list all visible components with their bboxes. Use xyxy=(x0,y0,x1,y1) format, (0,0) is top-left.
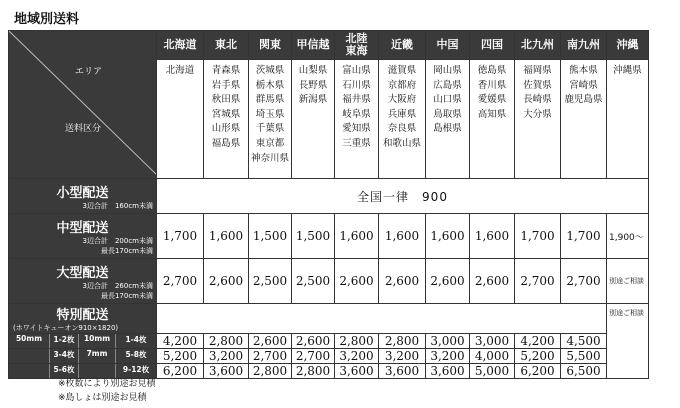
prefecture-list xyxy=(607,60,649,179)
prefecture-name: 広島県 xyxy=(433,79,462,91)
prefecture-name: 京都府 xyxy=(387,79,417,91)
prefecture-name: 鳥取県 xyxy=(433,108,462,120)
prefecture-name: 福井県 xyxy=(342,94,371,106)
prefecture-name: 兵庫県 xyxy=(387,108,417,120)
large-okinawa-note: 別途ご相談 xyxy=(607,259,649,304)
prefecture-name: 滋賀県 xyxy=(387,65,417,76)
medium-price-cell: 1,500 xyxy=(249,214,292,259)
medium-price-cell: 1,700 xyxy=(157,214,204,259)
large-price-cell: 2,700 xyxy=(157,259,204,304)
prefecture-name: 熊本県 xyxy=(569,65,598,76)
prefecture-name: 沖縄県 xyxy=(613,65,642,76)
prefecture-name: 茨城県 xyxy=(255,65,285,76)
special-price-cell: 6,200 xyxy=(157,364,204,379)
category-label: 送料区分 xyxy=(65,124,102,134)
prefecture-name: 島根県 xyxy=(433,123,462,135)
special-price-cell: 3,600 xyxy=(204,364,249,379)
medium-price-cell: 1,600 xyxy=(470,214,515,259)
special-price-cell: 3,600 xyxy=(426,364,470,379)
prefecture-name: 石川県 xyxy=(342,79,371,91)
prefecture-name: 佐賀県 xyxy=(523,79,552,91)
prefecture-list xyxy=(249,60,292,179)
small-nationwide-price: 全国一律 900 xyxy=(157,179,649,214)
special-price-cell: 4,200 xyxy=(515,334,561,349)
special-okinawa-note: 別途ご相談 xyxy=(607,304,649,379)
prefecture-name: 秋田県 xyxy=(211,94,241,106)
prefecture-name: 千葉県 xyxy=(255,123,285,135)
prefecture-name: 宮城県 xyxy=(211,108,241,120)
large-price-cell: 2,700 xyxy=(561,259,607,304)
region-header: 南九州 xyxy=(561,31,607,60)
prefecture-list xyxy=(515,60,561,179)
region-header: 沖縄 xyxy=(607,31,649,60)
shipping-rate-table xyxy=(8,30,649,379)
prefecture-list xyxy=(292,60,335,179)
footnote-1: ※枚数により別途お見積 xyxy=(58,379,156,389)
special-blank xyxy=(157,304,607,334)
region-header: 東北 xyxy=(204,31,249,60)
prefecture-list xyxy=(561,60,607,179)
special-price-cell: 6,200 xyxy=(515,364,561,379)
prefecture-name: 鹿児島県 xyxy=(564,94,603,106)
special-price-cell: 5,500 xyxy=(561,349,607,364)
region-header: 北陸 東海 xyxy=(335,31,379,60)
medium-price-cell: 1,600 xyxy=(379,214,426,259)
prefecture-name: 山口県 xyxy=(433,94,462,106)
prefecture-name: 山梨県 xyxy=(298,65,328,76)
large-price-cell: 2,700 xyxy=(515,259,561,304)
prefecture-list xyxy=(204,60,249,179)
prefecture-name: 新潟県 xyxy=(298,94,328,106)
prefecture-name: 神奈川県 xyxy=(250,152,289,164)
region-header: 北九州 xyxy=(515,31,561,60)
prefecture-name: 埼玉県 xyxy=(255,108,285,120)
special-price-cell: 3,000 xyxy=(470,334,515,349)
special-delivery-label: 特別配送 (ホワイトキューオン910×1820) xyxy=(9,304,157,334)
large-delivery-label: 大型配送 3辺合計 260cm未満 最長170cm未満 xyxy=(9,259,157,304)
prefecture-name: 福島県 xyxy=(211,137,241,149)
region-header: 北海道 xyxy=(157,31,204,60)
special-qty-row: 3-4枚 7mm 5-8枚 xyxy=(9,349,157,364)
prefecture-name: 山形県 xyxy=(211,123,241,135)
prefecture-name: 大阪府 xyxy=(387,94,417,106)
special-price-cell: 2,700 xyxy=(249,349,292,364)
prefecture-name: 大分県 xyxy=(523,108,552,120)
medium-price-cell: 1,600 xyxy=(204,214,249,259)
prefecture-name: 香川県 xyxy=(477,79,507,91)
special-price-cell: 2,600 xyxy=(292,334,335,349)
special-price-cell: 5,200 xyxy=(515,349,561,364)
medium-price-cell: 1,600 xyxy=(335,214,379,259)
medium-delivery-label: 中型配送 3辺合計 200cm未満 最長170cm未満 xyxy=(9,214,157,259)
special-price-cell: 2,800 xyxy=(204,334,249,349)
prefecture-name: 栃木県 xyxy=(255,79,285,91)
region-header: 甲信越 xyxy=(292,31,335,60)
large-price-cell: 2,600 xyxy=(379,259,426,304)
special-price-cell: 4,000 xyxy=(470,349,515,364)
prefecture-name: 岩手県 xyxy=(211,79,241,91)
special-price-cell: 5,000 xyxy=(470,364,515,379)
special-price-cell: 3,200 xyxy=(204,349,249,364)
prefecture-name: 愛媛県 xyxy=(477,94,507,106)
large-price-cell: 2,500 xyxy=(292,259,335,304)
special-price-cell: 2,800 xyxy=(379,334,426,349)
special-price-cell: 4,500 xyxy=(561,334,607,349)
medium-okinawa-note: 1,900～ xyxy=(607,214,649,259)
prefecture-list xyxy=(379,60,426,179)
special-price-cell: 3,200 xyxy=(426,349,470,364)
prefecture-name: 三重県 xyxy=(342,137,371,149)
diagonal-divider xyxy=(9,31,157,175)
small-delivery-label: 小型配送 3辺合計 160cm未満 xyxy=(9,179,157,214)
prefecture-name: 岡山県 xyxy=(433,65,462,76)
prefecture-name: 和歌山県 xyxy=(382,137,421,149)
special-price-cell: 3,600 xyxy=(335,364,379,379)
medium-price-cell: 1,500 xyxy=(292,214,335,259)
special-price-cell: 2,800 xyxy=(249,364,292,379)
medium-price-cell: 1,700 xyxy=(561,214,607,259)
special-price-cell: 3,200 xyxy=(335,349,379,364)
region-header: 近畿 xyxy=(379,31,426,60)
special-price-cell: 6,500 xyxy=(561,364,607,379)
region-header: 中国 xyxy=(426,31,470,60)
special-price-cell: 3,200 xyxy=(379,349,426,364)
prefecture-name: 愛知県 xyxy=(342,123,371,135)
prefecture-name: 東京都 xyxy=(255,137,285,149)
special-price-cell: 2,800 xyxy=(335,334,379,349)
special-price-cell: 3,600 xyxy=(379,364,426,379)
special-price-cell: 2,700 xyxy=(292,349,335,364)
large-price-cell: 2,600 xyxy=(335,259,379,304)
prefecture-list xyxy=(426,60,470,179)
prefecture-name: 長崎県 xyxy=(523,94,552,106)
medium-price-cell: 1,600 xyxy=(426,214,470,259)
prefecture-name: 高知県 xyxy=(477,108,507,120)
large-price-cell: 2,500 xyxy=(249,259,292,304)
special-price-cell: 3,000 xyxy=(426,334,470,349)
large-price-cell: 2,600 xyxy=(426,259,470,304)
prefecture-name: 長野県 xyxy=(298,79,328,91)
special-qty-row: 5-6枚 9-12枚 xyxy=(9,364,157,379)
prefecture-list xyxy=(470,60,515,179)
large-price-cell: 2,600 xyxy=(470,259,515,304)
prefecture-name: 奈良県 xyxy=(387,123,417,135)
special-price-cell: 2,800 xyxy=(292,364,335,379)
medium-price-cell: 1,700 xyxy=(515,214,561,259)
prefecture-name: 宮崎県 xyxy=(569,79,598,91)
prefecture-name: 福岡県 xyxy=(523,65,552,76)
prefecture-list xyxy=(335,60,379,179)
special-price-cell: 5,200 xyxy=(157,349,204,364)
prefecture-name: 群馬県 xyxy=(255,94,285,106)
prefecture-name: 青森県 xyxy=(211,65,241,76)
prefecture-name: 岐阜県 xyxy=(342,108,371,120)
prefecture-list xyxy=(157,60,204,179)
header-corner xyxy=(9,31,157,179)
large-price-cell: 2,600 xyxy=(204,259,249,304)
prefecture-name: 富山県 xyxy=(342,65,371,76)
special-price-cell: 2,600 xyxy=(249,334,292,349)
page-title: 地域別送料 xyxy=(14,12,80,27)
special-price-cell: 4,200 xyxy=(157,334,204,349)
footnote-2: ※島しょは別途お見積 xyxy=(58,393,147,403)
prefecture-name: 北海道 xyxy=(165,65,195,76)
prefecture-name: 徳島県 xyxy=(477,65,507,76)
special-qty-row: 50mm 1-2枚 10mm 1-4枚 xyxy=(9,334,157,349)
region-header: 関東 xyxy=(249,31,292,60)
region-header: 四国 xyxy=(470,31,515,60)
area-label: エリア xyxy=(75,67,103,77)
